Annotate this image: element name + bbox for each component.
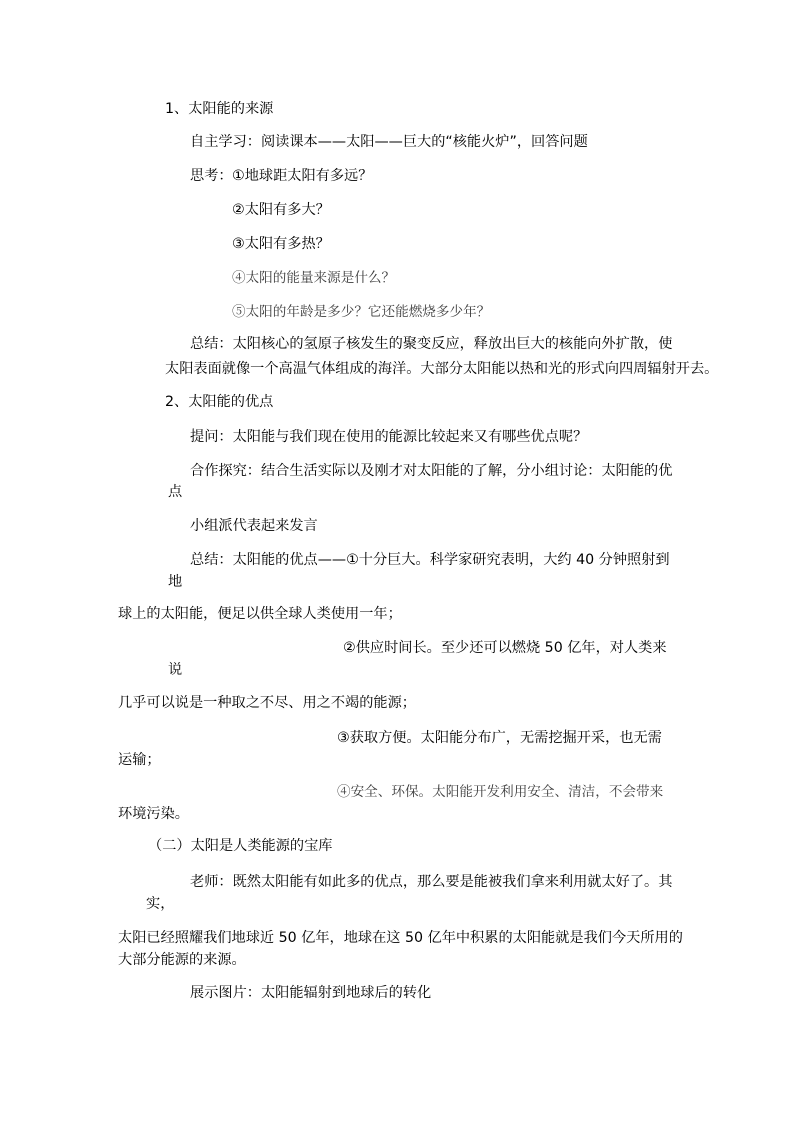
paragraph-text: 大部分能源的来源。 xyxy=(118,952,246,968)
teacher-text: 实， xyxy=(146,896,175,912)
summary-text: 总结：太阳核心的氢原子核发生的聚变反应，释放出巨大的核能向外扩散，使 xyxy=(190,336,673,352)
question-item: ⑤太阳的年龄是多少？它还能燃烧多少年？ xyxy=(232,304,491,320)
question-item: ④太阳的能量来源是什么？ xyxy=(232,270,396,286)
paragraph-text: 太阳已经照耀我们地球近 50 亿年，地球在这 50 亿年中积累的太阳能就是我们今天所用的 xyxy=(118,930,683,946)
advantage-text: 球上的太阳能，便足以供全球人类使用一年； xyxy=(118,606,402,622)
section2-heading: 2、太阳能的优点 xyxy=(165,394,274,410)
advantage-text: ②供应时间长。至少还可以燃烧 50 亿年，对人类来 xyxy=(343,640,667,656)
explore-text: 合作探究：结合生活实际以及刚才对太阳能的了解，分小组讨论：太阳能的优 xyxy=(190,463,673,479)
think-label: 思考： xyxy=(190,168,233,184)
advantage-text: 总结：太阳能的优点——①十分巨大。科学家研究表明，大约 40 分钟照射到 xyxy=(190,552,670,568)
teacher-text: 老师：既然太阳能有如此多的优点，那么要是能被我们拿来利用就太好了。其 xyxy=(190,874,673,890)
advantage-text: 地 xyxy=(168,574,183,590)
question-text: 提问：太阳能与我们现在使用的能源比较起来又有哪些优点呢？ xyxy=(190,429,588,445)
advantage-text: 几乎可以说是一种取之不尽、用之不竭的能源； xyxy=(118,695,416,711)
group-speak-text: 小组派代表起来发言 xyxy=(190,518,318,534)
explore-text: 点 xyxy=(168,484,183,500)
advantage-text: ③获取方便。太阳能分布广，无需挖掘开采，也无需 xyxy=(337,730,662,746)
advantage-text: 环境污染。 xyxy=(118,806,189,822)
question-item: ①地球距太阳有多远？ xyxy=(232,168,373,184)
question-item: ③太阳有多热？ xyxy=(232,236,330,252)
self-study-text: 自主学习：阅读课本——太阳——巨大的“核能火炉”，回答问题 xyxy=(190,134,588,150)
summary-text: 太阳表面就像一个高温气体组成的海洋。大部分太阳能以热和光的形式向四周辐射开去。 xyxy=(165,361,719,377)
question-item: ②太阳有多大？ xyxy=(232,202,330,218)
advantage-text: 说 xyxy=(168,662,183,678)
show-picture-text: 展示图片：太阳能辐射到地球后的转化 xyxy=(190,985,432,1001)
advantage-text: ④安全、环保。太阳能开发利用安全、清洁，不会带来 xyxy=(337,784,664,800)
section1-heading: 1、太阳能的来源 xyxy=(165,101,274,117)
section3-heading: （二）太阳是人类能源的宝库 xyxy=(148,838,333,854)
advantage-text: 运输； xyxy=(118,752,161,768)
